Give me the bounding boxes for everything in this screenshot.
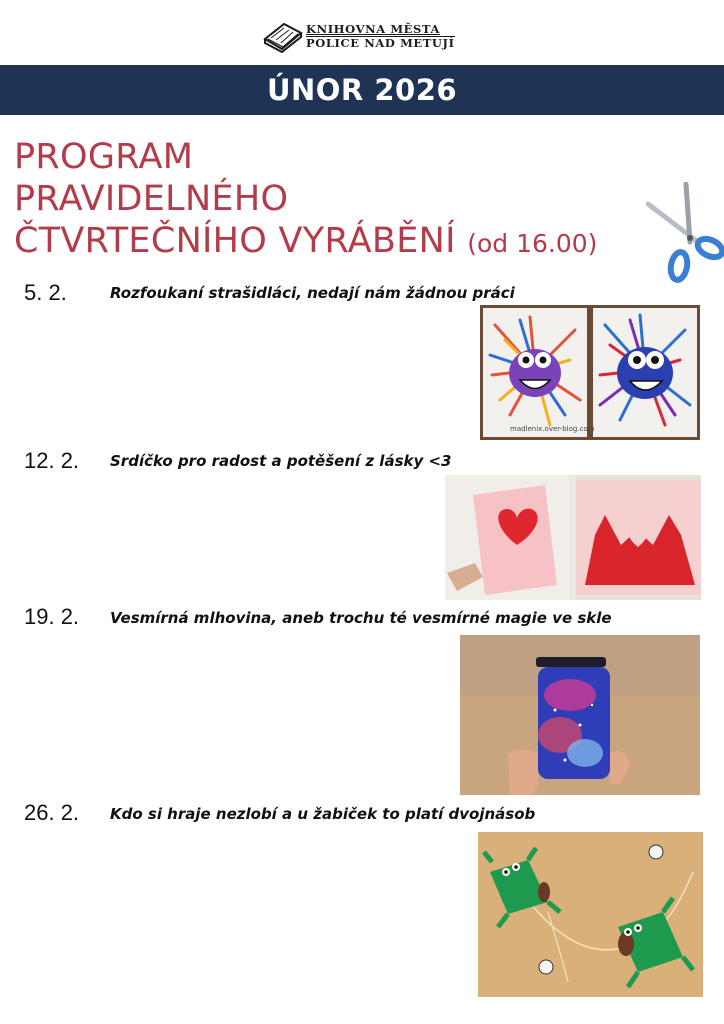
scissors-icon [646,182,724,284]
event-text-3: Vesmírná mlhovina, aneb trochu té vesmírné magie ve skle [110,609,612,627]
event-text-2: Srdíčko pro radost a potěšení z lásky <3 [110,452,452,470]
event-text-1: Rozfoukaní strašidláci, nedají nám žádnou práci [110,284,515,302]
photo-blown-monsters [480,305,700,440]
event-date-3: 19. 2. [24,604,80,629]
library-logo [262,18,472,54]
book-icon [262,19,304,53]
photo-heart-cards [445,475,701,600]
program-heading-line-2: PRAVIDELNÉHO [14,179,289,219]
program-time: (od 16.00) [467,229,598,258]
program-heading-line-3: ČTVRTEČNÍHO VYRÁBĚNÍ [14,221,456,261]
logo-line-2: POLICE NAD METUJÍ [306,35,455,50]
photo-caption: madlenix.over-blog.com [510,425,595,433]
program-heading [14,136,654,265]
event-text-4: Kdo si hraje nezlobí a u žabiček to platí dvojnásob [110,805,536,823]
month-banner [0,65,724,115]
month-title: ÚNOR 2026 [266,73,458,107]
event-date-2: 12. 2. [24,448,80,473]
event-date-1: 5. 2. [24,280,67,305]
logo-line-1: KNIHOVNA MĚSTA [306,21,440,36]
photo-paper-frogs [478,832,703,997]
event-date-4: 26. 2. [24,800,80,825]
photo-nebula-jar [460,635,700,795]
program-heading-line-1: PROGRAM [14,137,194,177]
